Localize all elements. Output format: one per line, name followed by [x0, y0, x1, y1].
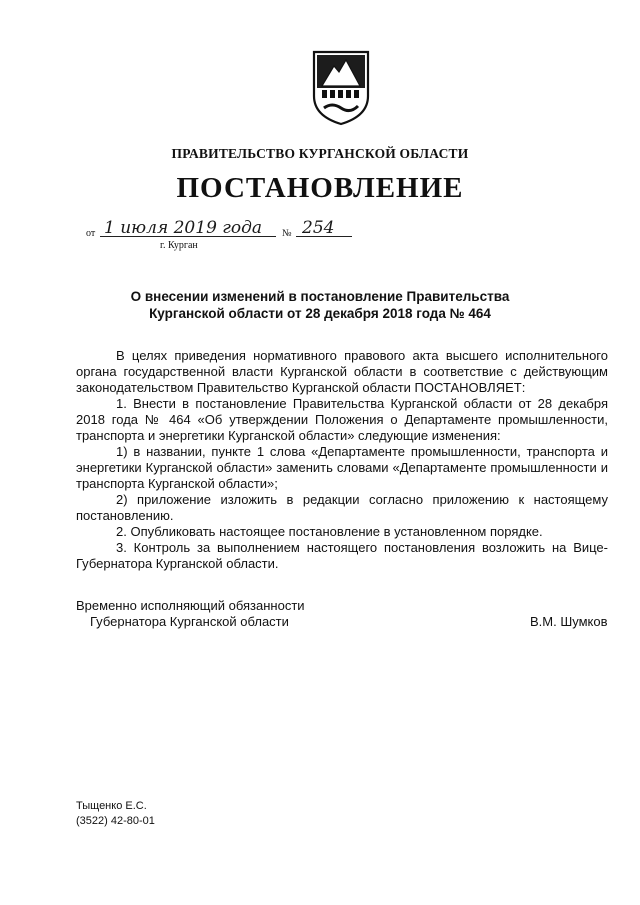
document-title: [0, 288, 640, 322]
contact-name: Тыщенко Е.С.: [76, 800, 147, 812]
paragraph-item-1: 1. Внести в постановление Правительства Курганской области от 28 декабря 2018 года № 464 «Об утверждении Положения о Департаменте промышленности, транспорта и энергетики Курганской области» следующие изменения:: [76, 396, 608, 443]
government-name: ПРАВИТЕЛЬСТВО КУРГАНСКОЙ ОБЛАСТИ: [171, 146, 469, 161]
paragraph-item-3: 3. Контроль за выполнением настоящего постановления возложить на Вице-Губернатора Курганской области.: [76, 540, 608, 571]
date-handwritten: 1 июля 2019 года: [104, 218, 263, 238]
signature-position-line-1: Временно исполняющий обязанности: [76, 598, 305, 613]
document-type: ПОСТАНОВЛЕНИЕ: [176, 172, 464, 204]
document-body: [76, 348, 608, 572]
title-line-1: О внесении изменений в постановление Правительства: [130, 289, 510, 304]
city: г. Курган: [160, 240, 198, 251]
paragraph-preamble: В целях приведения нормативного правового акта высшего исполнительного органа государственной власти Курганской области в соответствие с действующим законодательством Правительство Курганской области ПОСТАНОВЛЯЕТ:: [76, 348, 608, 395]
signature-position-line-2: Губернатора Курганской области: [90, 614, 289, 629]
signature-name: В.М. Шумков: [530, 614, 608, 629]
number-label: №: [282, 228, 292, 239]
title-line-2: Курганской области от 28 декабря 2018 года № 464: [149, 306, 491, 321]
number-underline: [296, 236, 352, 237]
date-underline: [100, 236, 276, 237]
number-handwritten: 254: [302, 218, 335, 238]
contact-phone: (3522) 42-80-01: [76, 815, 155, 827]
from-label: от: [86, 228, 96, 239]
coat-of-arms-icon: [310, 48, 372, 126]
paragraph-item-2: 2. Опубликовать настоящее постановление в установленном порядке.: [116, 524, 543, 539]
paragraph-subitem-1: 1) в названии, пункте 1 слова «Департаменте промышленности, транспорта и энергетики Курганской области» заменить словами «Департаменте промышленности и транспорта Курганской области»;: [76, 444, 608, 491]
paragraph-subitem-2: 2) приложение изложить в редакции согласно приложению к настоящему постановлению.: [76, 492, 608, 523]
